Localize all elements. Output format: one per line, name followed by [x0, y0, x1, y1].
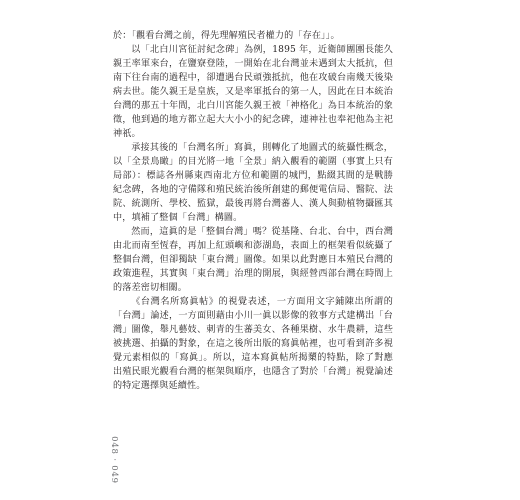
- paragraph-whole-taiwan-question: 然而，這眞的是「整個台灣」嗎？從基隆、台北、台中，西台灣由北而南至恆春，再加上紅頭嶼和澎湖島，表面上的框架看似統攝了整個台灣，但卻獨缺「東台灣」圖像。如果以此對應日本殖民台灣的政策進程，其實與「東台灣」治理的開展，與經營西部台灣在時間上的落差密切相關。: [113, 227, 393, 293]
- paragraph-visual-narrative: 《台灣名所寫眞帖》的視覺表述，一方面用文字鋪陳出所謂的「台灣」論述，一方面則藉由小川一眞以影像的敘事方式建構出「台灣」圖像，舉凡藝妓、刺青的生蕃美女、各種果樹、水牛農耕，這些被挑選、拍攝的對象，在這之後所出版的寫眞帖裡，也可看到許多視覺元素相似的「寫眞」。所以，這本寫眞帖所揭櫫的特點，除了對應出殖民眼光觀看台灣的框架與順序，也隱含了對於「台灣」視覺論述的特定選擇與延續性。: [113, 297, 393, 391]
- paragraph-continuation: 於：「觀看台灣之前，得先理解殖民者權力的「存在」」。: [113, 31, 340, 41]
- paragraph-memorial-example: 以「北白川宮征討紀念碑」為例，1895 年，近衛師團團長能久親王率軍來台，在鹽寮登陸，一開始在北台灣並未遇到太大抵抗，但南下往台南的過程中，卻遭遇台民頑強抵抗，他在攻破台南幾天後染病去世。能久親王是皇族，又是率軍抵台的第一人，因此在日本統治台灣的那五十年間，北白川宮能久親王被「神格化」為日本統治的象徵，他到過的地方都立起大大小小的紀念碑，連神社也奉祀他為主祀神祇。: [113, 45, 393, 139]
- page-number-text: 048 · 049: [109, 436, 120, 484]
- body-text: [113, 29, 393, 393]
- paragraph-famous-places-photos: 承接其後的「台灣名所」寫眞，則轉化了地圖式的統攝性概念，以「全景鳥瞰」的目光將一地「全景」納入觀看的範圍（事實上只有局部）：標誌各州縣東西南北方位和範圍的城門，點綴其間的是戰勝紀念碑，各地的守備隊和殖民統治後所創建的郵便電信局、醫院、法院、統測所、學校、監獄，最後再將台灣蕃人、漢人與動植物攝匯其中，填補了整個「台灣」構圖。: [113, 143, 393, 223]
- page-number: [108, 436, 120, 484]
